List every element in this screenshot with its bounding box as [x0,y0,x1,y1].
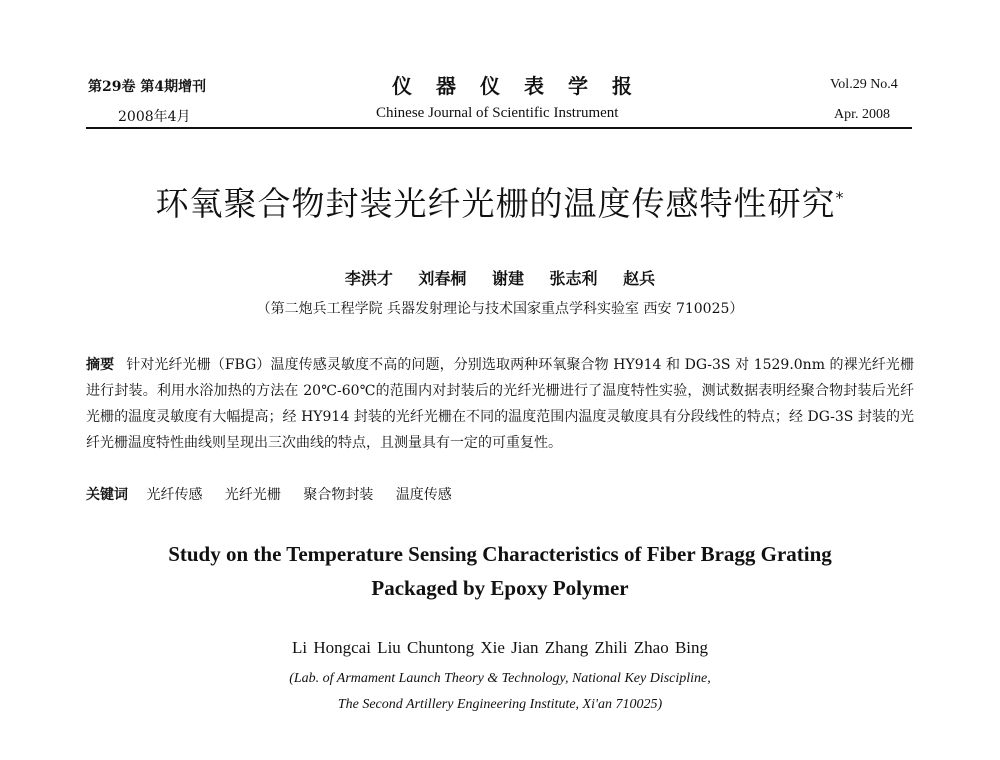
journal-name-en: Chinese Journal of Scientific Instrument [376,105,619,121]
keyword: 聚合物封装 [303,487,374,503]
date-en: Apr. 2008 [834,107,890,122]
keyword: 光纤传感 [146,487,203,503]
abstract-cn [86,352,914,456]
header-divider [86,127,912,129]
affiliation-en-line1: (Lab. of Armament Launch Theory & Technology, National Key Discipline, [289,671,711,686]
paper-title-en-line1: Study on the Temperature Sensing Characteristics of Fiber Bragg Grating [168,542,832,566]
keyword: 光纤光栅 [224,487,281,503]
paper-title-en-line2: Packaged by Epoxy Polymer [371,576,629,600]
abstract-text: 针对光纤光栅（FBG）温度传感灵敏度不高的问题，分别选取两种环氧聚合物 HY914 和 DG-3S 对 1529.0nm 的裸光纤光栅进行封装。利用水浴加热的方法在 20℃-60℃的范围内对封装后的光纤光栅进行了温度特性实验，测试数据表明经聚合物封装后光纤光栅的温度灵敏度有大幅提高；经 HY914 封装的光纤光栅在不同的温度范围内温度灵敏度具有分段线性的特点；经 DG-3S 封装的光纤光栅温度特性曲线则呈现出三次曲线的特点，且测量具有一定的可重复性。 [86,357,914,451]
paper-title-cn [0,178,1000,225]
keywords-label: 关键词 [86,487,128,503]
keyword: 温度传感 [395,487,452,503]
volume-issue-en: Vol.29 No.4 [830,77,898,92]
authors-en: Li Hongcai Liu Chuntong Xie Jian Zhang Zhili Zhao Bing [291,638,709,657]
keywords-cn [86,484,470,504]
paper-title-en [0,537,1000,605]
abstract-label: 摘要 [86,357,115,373]
authors-cn: 李洪才 刘春桐 谢建 张志利 赵兵 [344,269,656,288]
affiliation-en-line2: The Second Artillery Engineering Institute, Xi'an 710025) [337,697,663,712]
journal-name-cn: 仪器仪表学报 [392,74,656,98]
volume-issue-cn: 第29卷 第4期增刊 [88,79,207,95]
affiliation-cn: （第二炮兵工程学院 兵器发射理论与技术国家重点学科实验室 西安 710025） [256,301,744,317]
date-cn: 2008年4月 [118,109,191,125]
paper-title-cn-text: 环氧聚合物封装光纤光栅的温度传感特性研究 [155,184,836,223]
title-footnote-mark: * [835,188,845,207]
